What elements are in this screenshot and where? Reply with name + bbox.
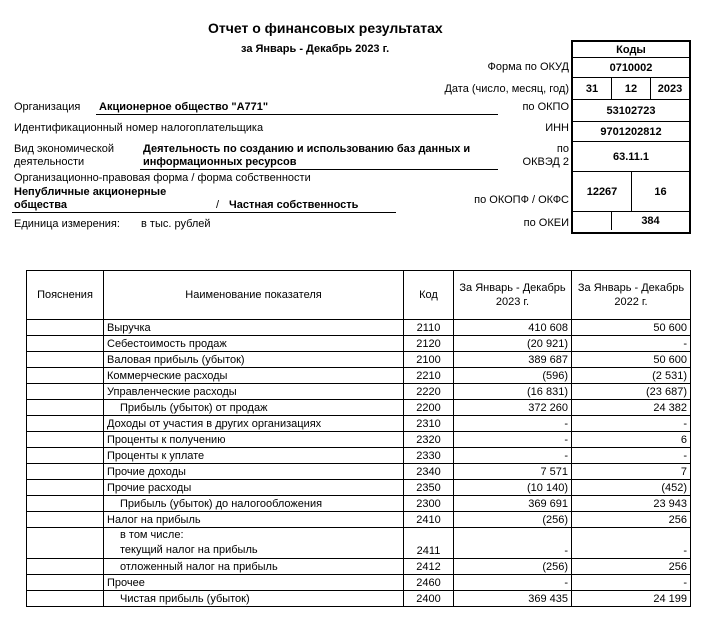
row-previous: - xyxy=(572,528,691,559)
row-current: - xyxy=(454,416,572,432)
row-name: Прочие расходы xyxy=(104,480,404,496)
table-row xyxy=(27,320,691,336)
table-row xyxy=(27,368,691,384)
legal-form-slash: / xyxy=(216,199,220,211)
row-name-multiline xyxy=(104,528,404,559)
table-row xyxy=(27,352,691,368)
row-code: 2100 xyxy=(404,352,454,368)
row-name: Прибыль (убыток) от продаж xyxy=(104,400,404,416)
report-title: Отчет о финансовых результатах xyxy=(208,20,443,36)
financial-results-table xyxy=(26,270,691,607)
notes-cell xyxy=(27,575,104,591)
row-name: Проценты к уплате xyxy=(104,448,404,464)
row-code: 2310 xyxy=(404,416,454,432)
table-row xyxy=(27,432,691,448)
notes-cell xyxy=(27,352,104,368)
row-previous: (452) xyxy=(572,480,691,496)
row-code: 2411 xyxy=(404,528,454,559)
inn-org-label: Идентификационный номер налогоплательщика xyxy=(14,122,264,134)
row-name: Коммерческие расходы xyxy=(104,368,404,384)
row-current: 389 687 xyxy=(454,352,572,368)
activity-underline xyxy=(140,169,498,170)
table-row xyxy=(27,464,691,480)
legal-form-underline xyxy=(12,212,396,213)
row-code: 2340 xyxy=(404,464,454,480)
org-label: Организация xyxy=(14,101,81,113)
row-code: 2410 xyxy=(404,512,454,528)
okpo-label: по ОКПО xyxy=(522,101,569,113)
okved-value: 63.11.1 xyxy=(573,142,689,172)
row-previous: - xyxy=(572,448,691,464)
row-previous: - xyxy=(572,416,691,432)
okved-label-1: по xyxy=(556,143,569,155)
row-name: Выручка xyxy=(104,320,404,336)
legal-form-label: Организационно-правовая форма / форма собственности xyxy=(14,172,311,184)
okei-value: 384 xyxy=(611,212,689,230)
date-month: 12 xyxy=(611,78,650,100)
table-header-row xyxy=(27,271,691,320)
notes-cell xyxy=(27,400,104,416)
okved-label-2: ОКВЭД 2 xyxy=(522,156,569,168)
row-current: (20 921) xyxy=(454,336,572,352)
row-previous: - xyxy=(572,575,691,591)
codes-title: Коды xyxy=(573,42,689,58)
row-name: текущий налог на прибыль xyxy=(120,544,258,556)
row-current: 369 691 xyxy=(454,496,572,512)
table-row xyxy=(27,336,691,352)
row-previous: 23 943 xyxy=(572,496,691,512)
row-current: - xyxy=(454,432,572,448)
row-code: 2400 xyxy=(404,591,454,607)
row-previous: (23 687) xyxy=(572,384,691,400)
table-row xyxy=(27,480,691,496)
row-previous: 50 600 xyxy=(572,352,691,368)
notes-cell xyxy=(27,591,104,607)
row-name: отложенный налог на прибыль xyxy=(104,559,404,575)
row-previous: - xyxy=(572,336,691,352)
row-name: Управленческие расходы xyxy=(104,384,404,400)
table-row xyxy=(27,559,691,575)
notes-cell xyxy=(27,336,104,352)
notes-cell xyxy=(27,384,104,400)
notes-cell xyxy=(27,496,104,512)
col-current-header-line1: За Январь - Декабрь xyxy=(459,282,566,294)
legal-form-1: Непубличные акционерные xyxy=(14,186,167,198)
okpo-value: 53102723 xyxy=(573,100,689,122)
row-code: 2330 xyxy=(404,448,454,464)
row-current: (16 831) xyxy=(454,384,572,400)
row-current: (256) xyxy=(454,559,572,575)
activity-label-2: деятельности xyxy=(14,156,85,168)
row-current: 410 608 xyxy=(454,320,572,336)
org-name-underline xyxy=(96,114,498,115)
row-name: Прибыль (убыток) до налогообложения xyxy=(104,496,404,512)
row-current: (256) xyxy=(454,512,572,528)
row-current: 372 260 xyxy=(454,400,572,416)
notes-cell xyxy=(27,432,104,448)
row-previous: 24 199 xyxy=(572,591,691,607)
row-code: 2350 xyxy=(404,480,454,496)
row-code: 2210 xyxy=(404,368,454,384)
activity-2: информационных ресурсов xyxy=(143,156,297,168)
row-current: (10 140) xyxy=(454,480,572,496)
notes-cell xyxy=(27,464,104,480)
row-name: Налог на прибыль xyxy=(104,512,404,528)
row-previous: (2 531) xyxy=(572,368,691,384)
table-row xyxy=(27,416,691,432)
notes-cell xyxy=(27,512,104,528)
date-year: 2023 xyxy=(650,78,689,100)
activity-label-1: Вид экономической xyxy=(14,143,115,155)
okopf-value: 12267 xyxy=(573,172,631,212)
row-code: 2220 xyxy=(404,384,454,400)
col-current-header xyxy=(454,271,572,320)
activity-1: Деятельность по созданию и использованию баз данных и xyxy=(143,143,471,155)
table-row xyxy=(27,448,691,464)
report-period: за Январь - Декабрь 2023 г. xyxy=(241,43,390,55)
notes-cell xyxy=(27,368,104,384)
unit-value: в тыс. рублей xyxy=(141,218,211,230)
row-name: Прочие доходы xyxy=(104,464,404,480)
row-previous: 256 xyxy=(572,559,691,575)
col-code-header: Код xyxy=(404,271,454,320)
row-name: Валовая прибыль (убыток) xyxy=(104,352,404,368)
row-current: - xyxy=(454,448,572,464)
col-name-header: Наименование показателя xyxy=(104,271,404,320)
inn-value: 9701202812 xyxy=(573,122,689,142)
ownership: Частная собственность xyxy=(229,199,359,211)
date-day: 31 xyxy=(573,78,611,100)
table-row xyxy=(27,528,691,559)
notes-cell xyxy=(27,480,104,496)
row-name: Проценты к получению xyxy=(104,432,404,448)
row-name: Себестоимость продаж xyxy=(104,336,404,352)
okud-label: Форма по ОКУД xyxy=(487,61,569,73)
row-name: Доходы от участия в других организациях xyxy=(104,416,404,432)
table-row xyxy=(27,591,691,607)
col-previous-header xyxy=(572,271,691,320)
col-previous-header-line2: 2022 г. xyxy=(614,296,648,308)
row-code: 2200 xyxy=(404,400,454,416)
row-current: - xyxy=(454,575,572,591)
row-current: (596) xyxy=(454,368,572,384)
okei-label: по ОКЕИ xyxy=(523,217,569,229)
row-previous: 50 600 xyxy=(572,320,691,336)
okopf-label: по ОКОПФ / ОКФС xyxy=(474,194,569,206)
row-code: 2120 xyxy=(404,336,454,352)
col-current-header-line2: 2023 г. xyxy=(495,296,530,308)
table-row xyxy=(27,575,691,591)
row-current: - xyxy=(454,528,572,559)
inn-label: ИНН xyxy=(545,122,569,134)
row-code: 2460 xyxy=(404,575,454,591)
unit-label: Единица измерения: xyxy=(14,218,120,230)
row-previous: 7 xyxy=(572,464,691,480)
row-code: 2110 xyxy=(404,320,454,336)
row-previous: 6 xyxy=(572,432,691,448)
row-name: Чистая прибыль (убыток) xyxy=(104,591,404,607)
notes-cell xyxy=(27,559,104,575)
row-current: 7 571 xyxy=(454,464,572,480)
notes-cell xyxy=(27,528,104,559)
row-previous: 24 382 xyxy=(572,400,691,416)
okfs-value: 16 xyxy=(631,172,689,212)
org-name: Акционерное общество "А771" xyxy=(99,101,269,113)
table-row xyxy=(27,400,691,416)
legal-form-2: общества xyxy=(14,199,68,211)
notes-cell xyxy=(27,416,104,432)
table-row xyxy=(27,384,691,400)
col-previous-header-line1: За Январь - Декабрь xyxy=(577,282,685,294)
date-label: Дата (число, месяц, год) xyxy=(444,83,569,95)
row-code: 2300 xyxy=(404,496,454,512)
col-notes-header: Пояснения xyxy=(27,271,104,320)
okud-value: 0710002 xyxy=(573,58,689,78)
notes-cell xyxy=(27,320,104,336)
row-current: 369 435 xyxy=(454,591,572,607)
notes-cell xyxy=(27,448,104,464)
table-row xyxy=(27,496,691,512)
row-code: 2412 xyxy=(404,559,454,575)
row-name-including: в том числе: xyxy=(120,529,184,541)
codes-box xyxy=(571,40,691,234)
row-code: 2320 xyxy=(404,432,454,448)
row-name: Прочее xyxy=(104,575,404,591)
table-row xyxy=(27,512,691,528)
row-previous: 256 xyxy=(572,512,691,528)
